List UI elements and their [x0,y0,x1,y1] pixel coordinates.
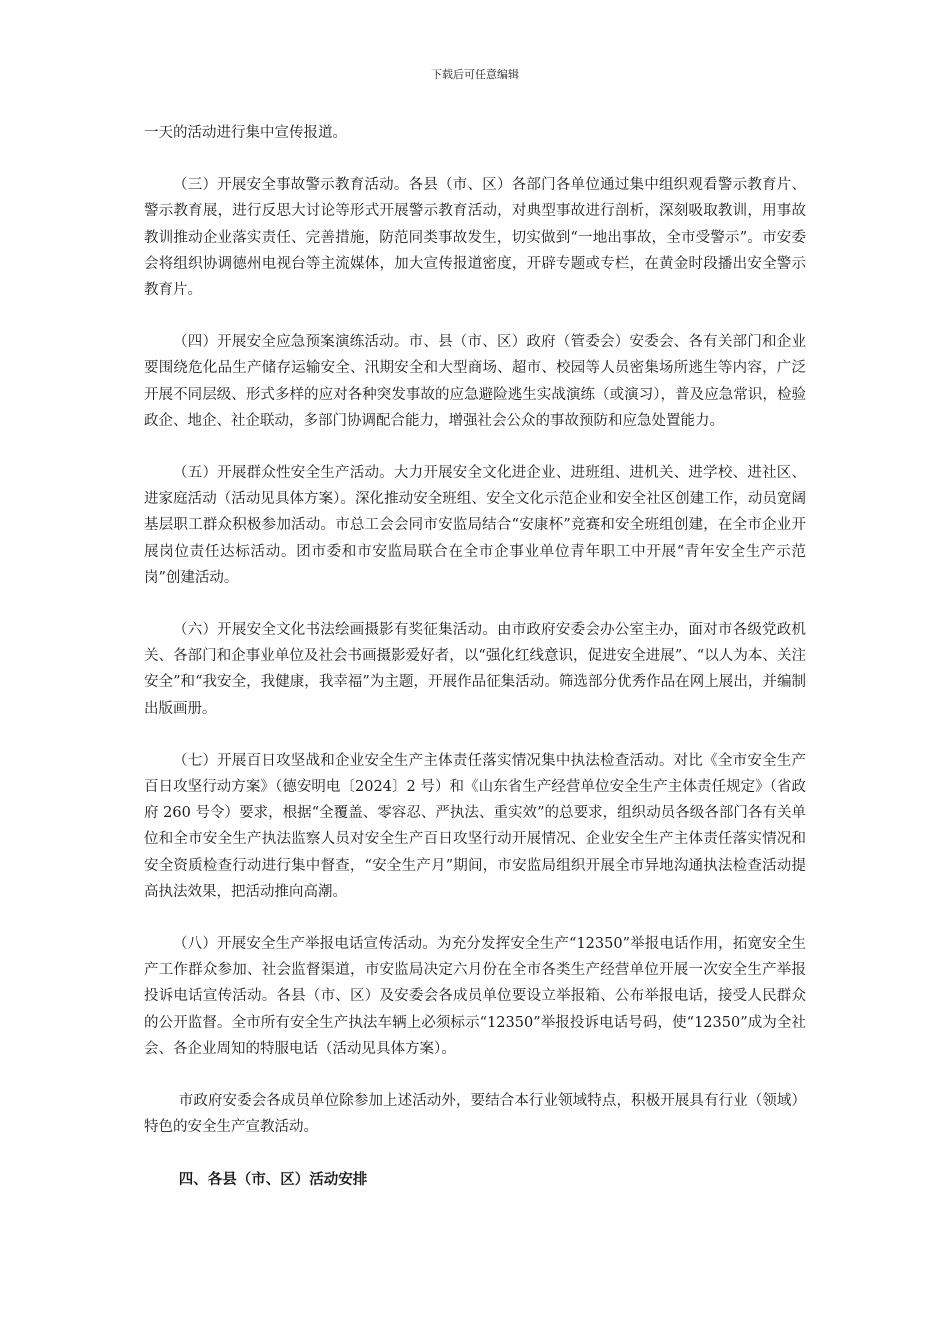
paragraph-continuation: 一天的活动进行集中宣传报道。 [144,125,347,141]
paragraph-closing: 市政府安委会各成员单位除参加上述活动外，要结合本行业领域特点，积极开展具有行业（领域）特色的安全生产宣教活动。 [144,1093,806,1136]
paragraph-item-8: （八）开展安全生产举报电话宣传活动。为充分发挥安全生产“12350”举报电话作用，拓宽安全生产工作群众参加、社会监督渠道，市安监局决定六月份在全市各类生产经营单位开展一次安全生产举报投诉电话宣传活动。各县（市、区）及安委会各成员单位要设立举报箱、公布举报电话，接受人民群众的公开监督。全市所有安全生产执法车辆上必须标示“12350”举报投诉电话号码，使“12350”成为全社会、各企业周知的特服电话（活动见具体方案）。 [144,936,806,1057]
paragraph-item-6: （六）开展安全文化书法绘画摄影有奖征集活动。由市政府安委会办公室主办，面对市各级党政机关、各部门和企事业单位及社会书画摄影爱好者，以“强化红线意识，促进安全进展”、“以人为本、关注安全”和“我安全，我健康，我幸福”为主题，开展作品征集活动。筛选部分优秀作品在网上展出，并编制出版画册。 [144,622,806,717]
document-body [144,120,806,1193]
section-heading: 四、各县（市、区）活动安排 [178,1171,368,1188]
paragraph-item-4: （四）开展安全应急预案演练活动。市、县（市、区）政府（管委会）安委会、各有关部门和企业要围绕危化品生产储存运输安全、汛期安全和大型商场、超市、校园等人员密集场所逃生等内容，广泛开展不同层级、形式多样的应对各种突发事故的应急避险逃生实战演练（或演习），普及应急常识，检验政企、地企、社企联动，多部门协调配合能力，增强社会公众的事故预防和应急处置能力。 [144,334,806,429]
paragraph-item-5: （五）开展群众性安全生产活动。大力开展安全文化进企业、进班组、进机关、进学校、进社区、进家庭活动（活动见具体方案）。深化推动安全班组、安全文化示范企业和安全社区创建工作，动员宽阔基层职工群众积极参加活动。市总工会会同市安监局结合“安康杯”竞赛和安全班组创建，在全市企业开展岗位责任达标活动。团市委和市安监局联合在全市企事业单位青年职工中开展“青年安全生产示范岗”创建活动。 [144,465,806,586]
paragraph-item-3: （三）开展安全事故警示教育活动。各县（市、区）各部门各单位通过集中组织观看警示教育片、警示教育展，进行反思大讨论等形式开展警示教育活动，对典型事故进行剖析，深刻吸取教训，用事故教训推动企业落实责任、完善措施，防范同类事故发生，切实做到“一地出事故，全市受警示”。市安委会将组织协调德州电视台等主流媒体，加大宣传报道密度，开辟专题或专栏，在黄金时段播出安全警示教育片。 [144,177,806,299]
page-header-note: 下载后可任意编辑 [431,68,519,81]
paragraph-item-7: （七）开展百日攻坚战和企业安全生产主体责任落实情况集中执法检查活动。对比《全市安全生产百日攻坚行动方案》（德安明电〔2024〕2 号）和《山东省生产经营单位安全生产主体责任规定》（省政府 260 号令）要求，根据“全覆盖、零容忍、严执法、重实效”的总要求，组织动员各级各部门各有关单位和全市安全生产执法监察人员对安全生产百日攻坚行动开展情况、企业安全生产主体责任落实情况和安全资质检查行动进行集中督查，“安全生产月”期间，市安监局组织开展全市异地沟通执法检查活动提高执法效果，把活动推向高潮。 [144,752,806,900]
